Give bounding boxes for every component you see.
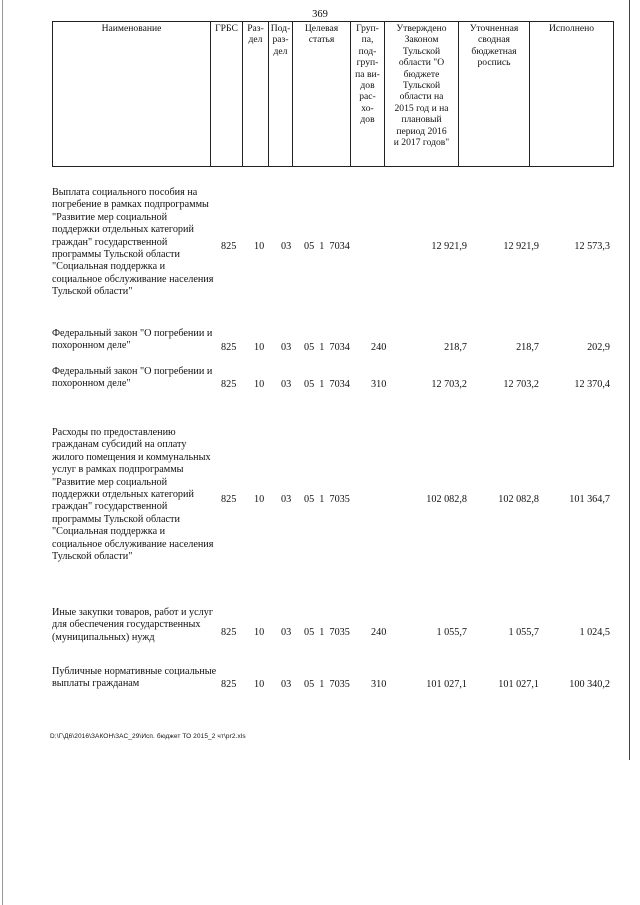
cell-podrazdel: 03	[281, 241, 292, 252]
page-number: 369	[312, 9, 328, 20]
cell-utverzhdeno: 218,7	[444, 342, 467, 353]
cell-grbs: 825	[221, 627, 237, 638]
cell-gruppa: 310	[371, 379, 387, 390]
header-utverzhdeno-text: Утверждено Законом Тульской области "О бюджете Тульской области на 2015 год и на плановый период 2016 и 2017 годов"	[393, 23, 450, 149]
cell-celevaya: 05 1 7035	[304, 627, 350, 638]
scan-edge-left	[2, 0, 3, 905]
header-utochnennaya	[459, 22, 530, 167]
cell-utverzhdeno: 12 703,2	[431, 379, 467, 390]
cell-razdel: 10	[254, 379, 265, 390]
cell-utochnennaya: 12 921,9	[503, 241, 539, 252]
row-name: Федеральный закон "О погребении и похоронном деле"	[52, 366, 213, 390]
header-utverzhdeno	[385, 22, 459, 167]
cell-grbs: 825	[221, 494, 237, 505]
cell-ispolneno: 12 370,4	[574, 379, 610, 390]
cell-podrazdel: 03	[281, 379, 292, 390]
header-razdel	[243, 22, 269, 167]
cell-utochnennaya: 101 027,1	[498, 679, 539, 690]
cell-utochnennaya: 12 703,2	[503, 379, 539, 390]
cell-utverzhdeno: 1 055,7	[436, 627, 467, 638]
row-name: Расходы по предоставлению гражданам субсидий на оплату жилого помещения и коммунальных услуг в рамках подпрограммы "Развитие мер социальной поддержки отдельных категорий граждан" государственной программы Тульской области "Социальная поддержка и социальное обслуживание населения Тульской области"	[52, 427, 214, 563]
cell-ispolneno: 1 024,5	[579, 627, 610, 638]
cell-podrazdel: 03	[281, 494, 292, 505]
cell-utverzhdeno: 102 082,8	[426, 494, 467, 505]
cell-podrazdel: 03	[281, 679, 292, 690]
cell-ispolneno: 100 340,2	[569, 679, 610, 690]
row-name: Публичные нормативные социальные выплаты гражданам	[52, 666, 217, 690]
table-row	[0, 342, 640, 358]
header-celevaya	[293, 22, 351, 167]
cell-gruppa: 310	[371, 679, 387, 690]
header-ispolneno-text: Исполнено	[548, 23, 595, 34]
header-celevaya-text: Целевая статья	[304, 23, 339, 46]
cell-celevaya: 05 1 7035	[304, 679, 350, 690]
cell-razdel: 10	[254, 241, 265, 252]
cell-celevaya: 05 1 7034	[304, 241, 350, 252]
row-name: Федеральный закон "О погребении и похоронном деле"	[52, 328, 213, 352]
cell-ispolneno: 202,9	[587, 342, 610, 353]
cell-razdel: 10	[254, 679, 265, 690]
cell-utverzhdeno: 12 921,9	[431, 241, 467, 252]
header-name	[53, 22, 211, 167]
cell-razdel: 10	[254, 494, 265, 505]
table-row	[0, 241, 640, 257]
cell-gruppa: 240	[371, 342, 387, 353]
table-row	[0, 679, 640, 695]
cell-podrazdel: 03	[281, 627, 292, 638]
table-row	[0, 494, 640, 510]
table-header	[52, 21, 614, 167]
table-row	[0, 627, 640, 643]
cell-razdel: 10	[254, 627, 265, 638]
cell-grbs: 825	[221, 379, 237, 390]
cell-utverzhdeno: 101 027,1	[426, 679, 467, 690]
cell-ispolneno: 101 364,7	[569, 494, 610, 505]
header-podrazdel-text: Под- раз- дел	[270, 23, 291, 57]
header-podrazdel	[269, 22, 293, 167]
file-path-footer: D:\Г\Д6\2016\ЗАКОН\ЗАС_29\Исп. бюджет ТО 2015_2 чт\pr2.xls	[50, 733, 246, 740]
row-name: Выплата социального пособия на погребение в рамках подпрограммы "Развитие мер социальной поддержки отдельных категорий граждан" государственной программы Тульской области "Социальная поддержка и социальное обслуживание населения Тульской области"	[52, 187, 214, 298]
cell-celevaya: 05 1 7034	[304, 379, 350, 390]
cell-grbs: 825	[221, 679, 237, 690]
cell-podrazdel: 03	[281, 342, 292, 353]
header-grbs	[211, 22, 243, 167]
header-utochnennaya-text: Уточненная сводная бюджетная роспись	[469, 23, 519, 69]
row-name: Иные закупки товаров, работ и услуг для обеспечения государственных (муниципальных) нужд	[52, 607, 213, 643]
cell-celevaya: 05 1 7034	[304, 342, 350, 353]
cell-utochnennaya: 1 055,7	[508, 627, 539, 638]
header-ispolneno	[530, 22, 614, 167]
cell-razdel: 10	[254, 342, 265, 353]
cell-utochnennaya: 102 082,8	[498, 494, 539, 505]
header-name-text: Наименование	[101, 23, 162, 34]
cell-utochnennaya: 218,7	[516, 342, 539, 353]
header-razdel-text: Раз- дел	[247, 23, 264, 46]
header-gruppa	[351, 22, 385, 167]
cell-celevaya: 05 1 7035	[304, 494, 350, 505]
header-gruppa-text: Груп- па, под- груп- па ви- дов рас- хо- дов	[355, 23, 380, 126]
cell-ispolneno: 12 573,3	[574, 241, 610, 252]
cell-grbs: 825	[221, 342, 237, 353]
header-grbs-text: ГРБС	[215, 23, 238, 34]
cell-gruppa: 240	[371, 627, 387, 638]
table-row	[0, 379, 640, 395]
cell-grbs: 825	[221, 241, 237, 252]
